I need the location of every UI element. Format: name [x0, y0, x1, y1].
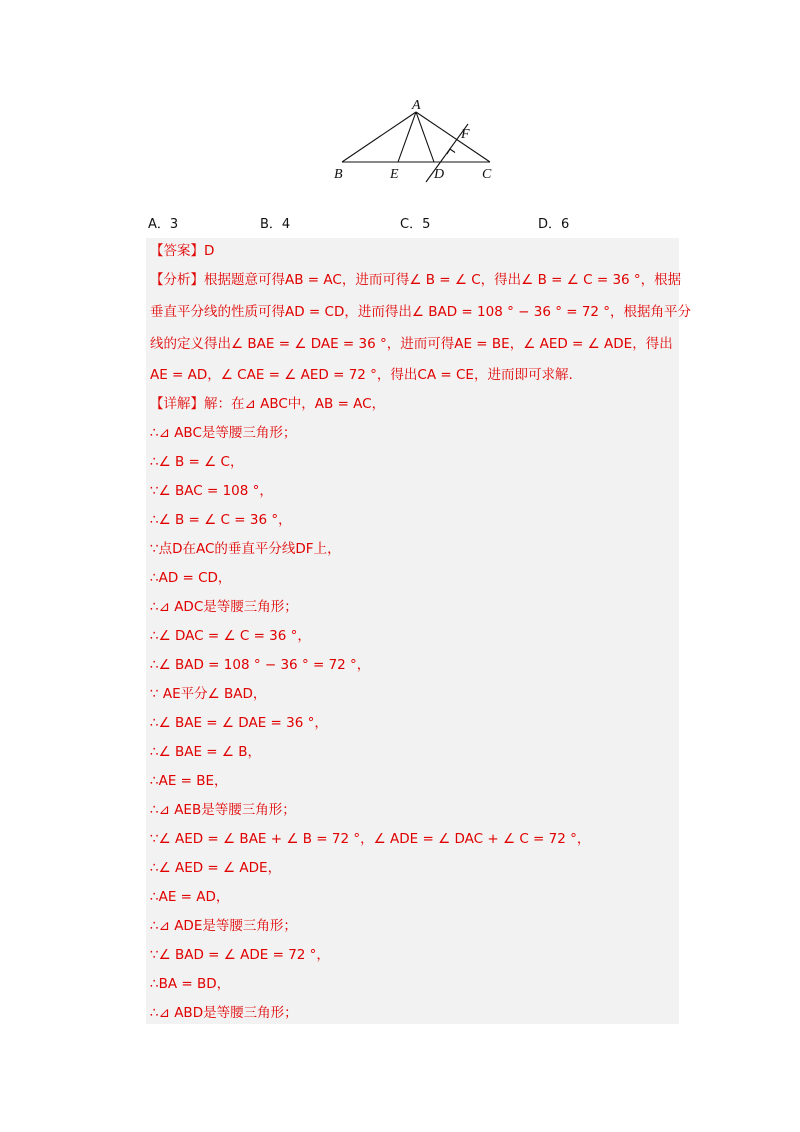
step-20: ∴BA = BD， [150, 976, 231, 992]
analysis-line-4: AE = AD，∠ CAE = ∠ AED = 72 °，得出CA = CE，进而即可求解. [150, 367, 573, 383]
label-f: F [461, 127, 470, 142]
answer-options [148, 213, 708, 233]
detail-tag: 【详解】 [150, 396, 204, 412]
step-10: ∵ AE平分∠ BAD， [150, 686, 267, 702]
label-d: D [434, 167, 445, 182]
option-c: C．5 [400, 217, 431, 232]
step-9: ∴∠ BAD = 108 ° − 36 ° = 72 °， [150, 657, 371, 673]
step-15: ∵∠ AED = ∠ BAE + ∠ B = 72 °，∠ ADE = ∠ DAC + ∠ C = 72 °， [150, 831, 591, 847]
option-b: B．4 [260, 217, 291, 232]
label-c: C [482, 167, 492, 182]
analysis-text: 根据题意可得AB = AC，进而可得∠ B = ∠ C，得出∠ B = ∠ C = 36 °，根据 [204, 272, 682, 288]
triangle-diagram [328, 92, 504, 184]
segment-ac [416, 112, 490, 162]
step-7: ∴⊿ ADC是等腰三角形； [150, 599, 298, 615]
segment-ae [398, 112, 416, 162]
option-d: D．6 [538, 217, 570, 232]
step-6: ∴AD = CD， [150, 570, 232, 586]
detail-line [150, 394, 675, 414]
step-13: ∴AE = BE， [150, 773, 228, 789]
step-16: ∴∠ AED = ∠ ADE， [150, 860, 282, 876]
geometry-figure [328, 92, 504, 184]
option-a: A．3 [148, 217, 179, 232]
analysis-line-3: 线的定义得出∠ BAE = ∠ DAE = 36 °，进而可得AE = BE，∠ AED = ∠ ADE，得出 [150, 336, 673, 352]
answer-value: D [204, 243, 215, 259]
step-21: ∴⊿ ABD是等腰三角形； [150, 1005, 298, 1021]
step-5: ∵点D在AC的垂直平分线DF上， [150, 541, 341, 557]
step-18: ∴⊿ ADE是等腰三角形； [150, 918, 297, 934]
step-3: ∵∠ BAC = 108 °， [150, 483, 273, 499]
label-e: E [390, 167, 399, 182]
answer-line [150, 241, 675, 261]
step-19: ∵∠ BAD = ∠ ADE = 72 °， [150, 947, 330, 963]
step-1: ∴⊿ ABC是等腰三角形； [150, 425, 297, 441]
analysis-line-1 [150, 270, 682, 290]
label-b: B [334, 167, 343, 182]
segment-ab [342, 112, 416, 162]
answer-tag: 【答案】 [150, 243, 204, 259]
step-17: ∴AE = AD， [150, 889, 230, 905]
right-angle-mark [447, 149, 455, 154]
label-a: A [412, 98, 421, 113]
segment-ad [416, 112, 434, 162]
step-2: ∴∠ B = ∠ C， [150, 454, 244, 470]
detail-first: 解：在⊿ ABC中，AB = AC， [204, 396, 386, 412]
solution-panel [146, 238, 692, 1024]
step-11: ∴∠ BAE = ∠ DAE = 36 °， [150, 715, 328, 731]
step-8: ∴∠ DAC = ∠ C = 36 °， [150, 628, 311, 644]
analysis-line-2: 垂直平分线的性质可得AD = CD，进而得出∠ BAD = 108 ° − 36 ° = 72 °，根据角平分 [150, 304, 692, 320]
step-4: ∴∠ B = ∠ C = 36 °， [150, 512, 292, 528]
analysis-tag: 【分析】 [150, 272, 204, 288]
step-14: ∴⊿ AEB是等腰三角形； [150, 802, 296, 818]
step-12: ∴∠ BAE = ∠ B， [150, 744, 262, 760]
